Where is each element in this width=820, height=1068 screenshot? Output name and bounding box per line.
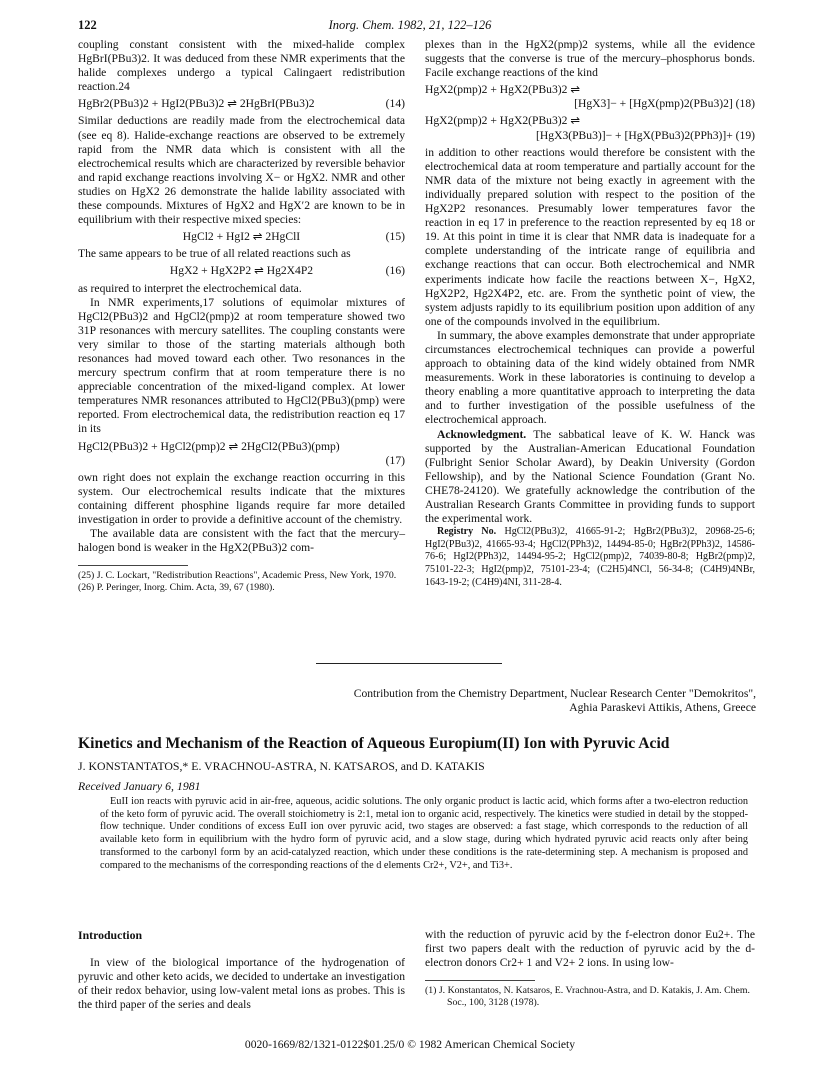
equation-18	[425, 83, 755, 111]
journal-citation: Inorg. Chem. 1982, 21, 122–126	[328, 18, 492, 32]
equation-line: HgX2(pmp)2 + HgX2(PBu3)2 ⇌	[425, 114, 581, 128]
equation-number: (15)	[385, 230, 405, 244]
paragraph: The same appears to be true of all related reactions such as	[78, 247, 351, 261]
acknowledgment-label: Acknowledgment.	[437, 427, 527, 441]
registry-text: HgCl2(PBu3)2, 41665-91-2; HgBr2(PBu3)2, 20968-25-6; HgI2(PBu3)2, 41665-93-4; HgCl2(PPh3)2, 14494-85-0; HgBr2(PPh3)2, 14586-76-6; HgI2(PPh3)2, 14494-95-2; HgCl2(pmp)2, 74039-80-8; HgBr2(pmp)2, 75101-22-3; HgI2(pmp)2, 75101-23-4; (C2H5)4NCl, 56-34-8; (C4H9)4NBr, 1643-19-2; (C4H9)4NI, 311-28-4.	[425, 526, 755, 588]
equation-14	[78, 97, 405, 111]
paragraph: coupling constant consistent with the mixed-halide complex HgBrI(PBu3)2. It was deduced from these NMR experiments that the halide complexes undergo a typical Calingaert redistribution reaction.24	[78, 38, 405, 94]
equation-number: (14)	[385, 97, 405, 111]
page-footer: 0020-1669/82/1321-0122$01.25/0 © 1982 American Chemical Society	[244, 1038, 576, 1051]
paragraph: in addition to other reactions would therefore be consistent with the electrochemical data at room temperature and partially account for the NMR data of the mixture not being exactly in agreement with the individually prepared solution with respect to the position of the HgX2P2 resonances. Presumably lower temperatures favor the reaction in eq 17 in preference to the reaction represented by eq 18 or 19. At this point in time it is clear that NMR data is inadequate for a complete understanding of the intricate range of equilibria and exchange reactions that can occur. Both electrochemical and NMR experiments indicate how facile the reactions between X−, HgX2, HgX2P2, Hg2X4P2, etc. are. From the synthetic point of view, the system adjusts rapidly to its equilibrium position upon addition of any one of the compounds involved in the equilibrium.	[425, 145, 755, 328]
equation-text: HgCl2 + HgI2 ⇌ 2HgClI	[182, 230, 301, 244]
equation-line: [HgX3(PBu3)]− + [HgX(PBu3)2(PPh3)]+ (19)	[536, 128, 755, 142]
equation-text: HgX2 + HgX2P2 ⇌ Hg2X4P2	[169, 264, 314, 278]
paragraph: Similar deductions are readily made from the electrochemical data (see eq 8). Halide-exchange reactions are observed to be extremely rapid from the NMR data which is consistent with all the electrochemical results which are characterized by reversible behavior and rapid exchange reactions involving X− or HgX2. NMR and other studies on HgX2 26 demonstrate the halide lability associated with these compounds. Mixtures of HgX2 and HgX′2 are known to be in equilibrium with their respective mixed species:	[78, 114, 405, 227]
footnote-rule	[425, 980, 535, 981]
article-authors: J. KONSTANTATOS,* E. VRACHNOU-ASTRA, N. KATSAROS, and D. KATAKIS	[78, 759, 485, 773]
intro-right-column	[425, 928, 755, 1009]
paragraph: In summary, the above examples demonstrate that under appropriate circumstances electrochemical techniques can provide a powerful approach to obtaining data of the kind widely obtained from NMR measurements. Work in these laboratories is continuing to develop a theory enabling a more quantitative approach to interpreting the data and to further investigation of the possible usefulness of the electrochemical approach.	[425, 328, 755, 427]
equation-line: [HgX3]− + [HgX(pmp)2(PBu3)2] (18)	[574, 97, 755, 111]
article-separator	[316, 663, 502, 664]
footnote-rule	[78, 565, 188, 566]
acknowledgment	[425, 428, 755, 527]
equation-19	[425, 114, 755, 142]
paragraph: In NMR experiments,17 solutions of equimolar mixtures of HgCl2(PBu3)2 and HgCl2(pmp)2 at room temperature showed two 31P resonances with mercury satellites. The coupling constants were very similar to those of the starting materials although both resonances had moved toward each other. Two resonances in the mercury spectrum confirm that at room temperature there is no appreciable concentration of the mixed-ligand complex. At lower temperatures NMR resonances attributed to HgCl2(PBu3)(pmp) were reported. From electrochemical data, the redistribution reaction eq 17 in its	[78, 295, 405, 436]
affiliation-line: Aghia Paraskevi Attikis, Athens, Greece	[569, 701, 756, 714]
equation-text: HgCl2(PBu3)2 + HgCl2(pmp)2 ⇌ 2HgCl2(PBu3)(pmp)	[78, 439, 340, 453]
paragraph: In view of the biological importance of the hydrogenation of pyruvic and other keto acids, we decided to undertake an investigation of their redox behavior, using low-valent metal ions as probes. This is the third paper of the series and deals	[78, 956, 405, 1012]
equation-17	[78, 440, 405, 468]
affiliation-line: Contribution from the Chemistry Department, Nuclear Research Center "Demokritos",	[353, 687, 756, 700]
right-column	[425, 38, 755, 589]
equation-15	[78, 230, 405, 244]
contribution-affiliation	[354, 687, 756, 715]
page-number: 122	[78, 18, 97, 32]
equation-number: (17)	[385, 453, 405, 467]
equation-text: HgBr2(PBu3)2 + HgI2(PBu3)2 ⇌ 2HgBrI(PBu3)2	[78, 97, 315, 111]
paragraph: as required to interpret the electrochemical data.	[78, 281, 302, 295]
received-date: Received January 6, 1981	[78, 779, 201, 793]
registry-numbers	[425, 526, 755, 589]
paragraph: with the reduction of pyruvic acid by the f-electron donor Eu2+. The first two papers dealt with the reduction of pyruvic acid by the d-electron donors Cr2+ 1 and V2+ 2 ions. In using low-	[425, 928, 755, 970]
equation-line: HgX2(pmp)2 + HgX2(PBu3)2 ⇌	[425, 83, 581, 97]
registry-label: Registry No.	[437, 526, 497, 538]
footnote-1: (1) J. Konstantatos, N. Katsaros, E. Vrachnou-Astra, and D. Katakis, J. Am. Chem. Soc., 100, 3128 (1978).	[425, 985, 750, 1009]
paragraph: plexes than in the HgX2(pmp)2 systems, while all the evidence suggests that the converse is true of the mercury–phosphorus bonds. Facile exchange reactions of the kind	[425, 38, 755, 80]
introduction-heading: Introduction	[78, 928, 143, 942]
left-column	[78, 38, 405, 594]
paragraph: The available data are consistent with the fact that the mercury–halogen bond is weaker in the HgX2(PBu3)2 com-	[78, 527, 405, 555]
equation-number: (16)	[385, 264, 405, 278]
running-header	[78, 18, 742, 34]
equation-16	[78, 264, 405, 278]
footnote-26: (26) P. Peringer, Inorg. Chim. Acta, 39, 67 (1980).	[78, 582, 275, 594]
abstract: EuII ion reacts with pyruvic acid in air-free, aqueous, acidic solutions. The only organic product is lactic acid, which forms after a two-electron reduction of the keto form of pyruvic acid. The overall stoichiometry is 2:1, metal ion to organic acid, respectively. The kinetics were studied in detail by the stopped-flow technique. Under conditions of excess EuII ion over pyruvic acid, two stages are observed: a fast stage, which corresponds to the reduction of all available keto form in equilibrium with the hydro form of pyruvic acid, and a slow stage, during which hydrated pyruvic acid reacts only after being transformed to the carbonyl form by an acid-catalyzed reaction, which under these conditions is the rate-determining step. A mechanism is proposed and compared to the mechanisms of the corresponding reactions of the d elements Cr2+, V2+, and Ti3+.	[100, 796, 748, 871]
acknowledgment-text: The sabbatical leave of K. W. Hanck was supported by the Australian-American Educational Foundation (Fulbright Senior Scholar Award), by Deakin University (Gordon Fellowship), and by the National Science Foundation (Grant No. CHE78-24120). We gratefully acknowledge the contribution of the Australian Research Grants Committee in providing funds to support the experimental work.	[425, 427, 755, 526]
intro-left-column	[78, 928, 405, 1012]
footnote-25: (25) J. C. Lockart, "Redistribution Reactions", Academic Press, New York, 1970.	[78, 570, 397, 582]
article-title: Kinetics and Mechanism of the Reaction of Aqueous Europium(II) Ion with Pyruvic Acid	[78, 735, 670, 752]
paragraph: own right does not explain the exchange reaction occurring in this system. Our electrochemical results indicate that the mixtures containing different phosphine ligands require far more detailed investigation in order to provide a definitive account of the chemistry.	[78, 470, 405, 526]
